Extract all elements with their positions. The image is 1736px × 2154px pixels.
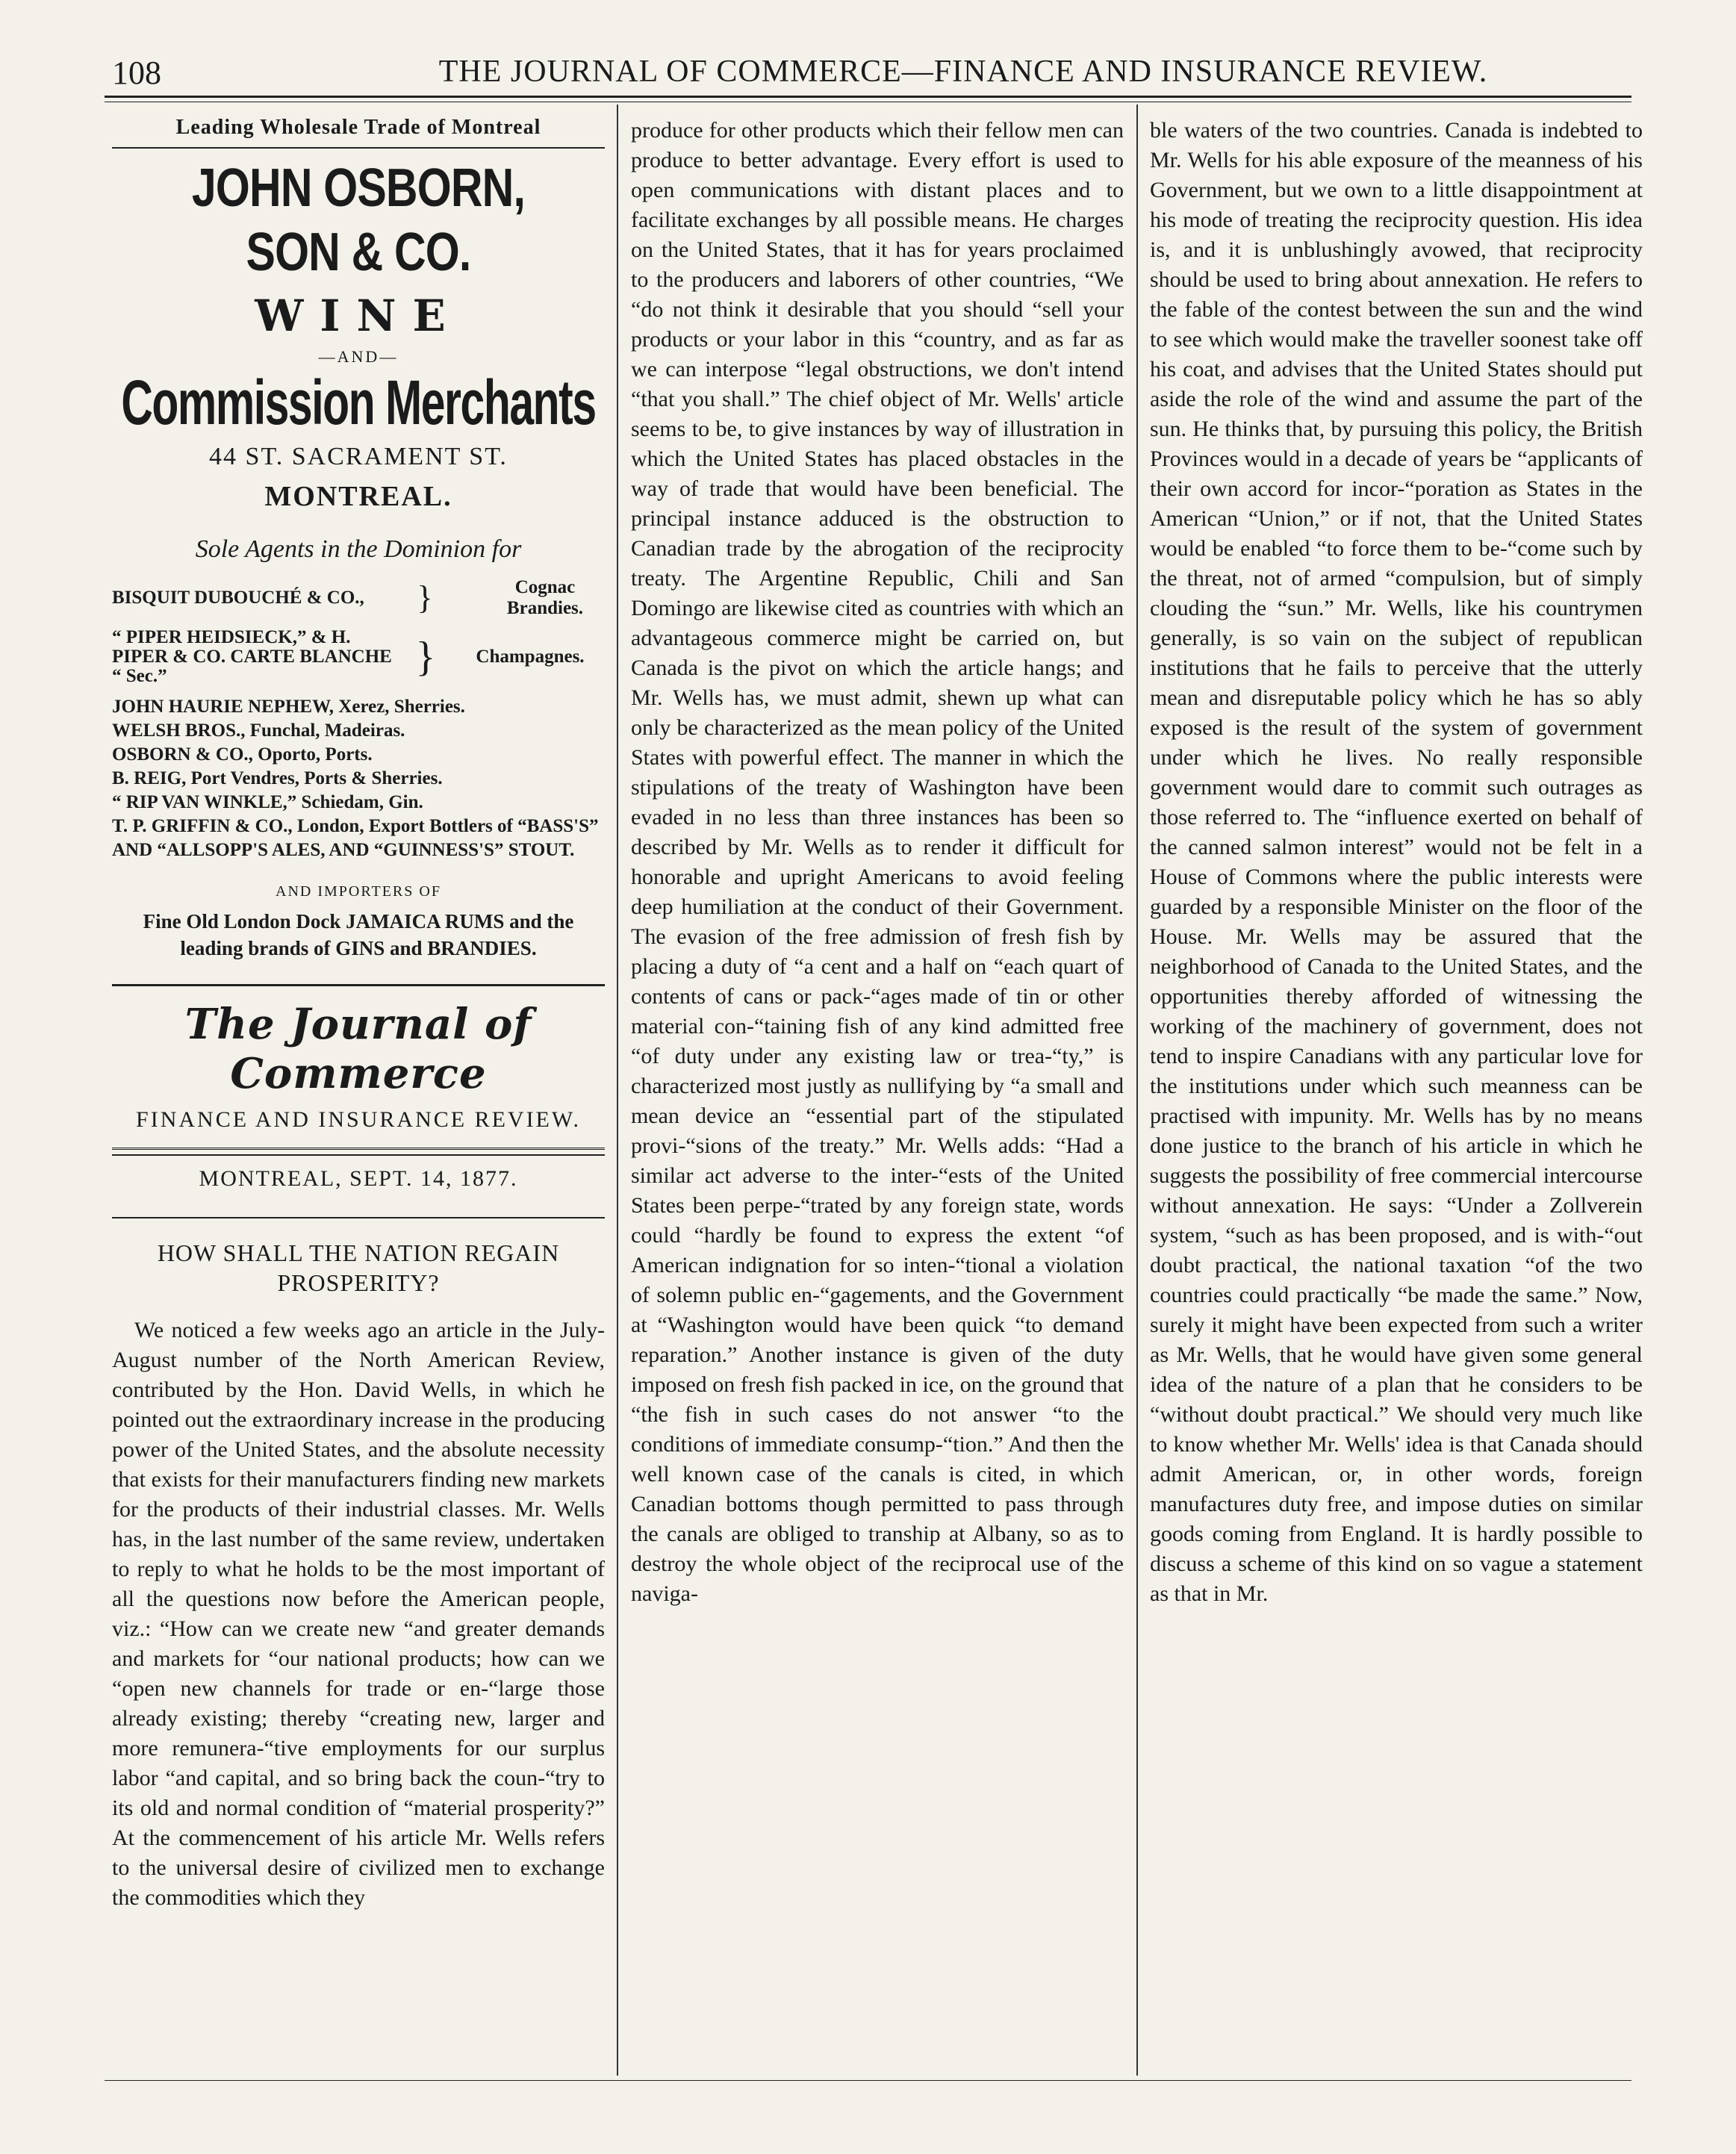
- article-text-col1: We noticed a few weeks ago an article in the July-August number of the North American Review, contributed by the Hon. David Wells, in which he pointed out the extraordinary increase in the producing power of the United States, and the absolute necessity that exists for their manufacturers finding new markets for the products of their industrial classes. Mr. Wells has, in the last number of the same review, undertaken to reply to what he holds to be the most important of all the questions now before the American people, viz.: “How can we create new “and greater demands and markets for “our national products; how can we “open new channels for trade or en-“large those already existing; thereby “creating new, larger and more remunera-“tive employments for our surplus labor “and capital, and so bring back the coun-“try to its old and normal condition of “material prosperity?” At the commencement of his article Mr. Wells refers to the universal desire of civilized men to exchange the commodities which they: [112, 1318, 605, 1910]
- column-3: [1150, 116, 1643, 2072]
- agent-name: OSBORN & CO.,: [112, 744, 253, 765]
- agent-name: T. P. GRIFFIN & CO.,: [112, 816, 293, 836]
- agent-name: “ RIP VAN WINKLE,”: [112, 792, 297, 812]
- ad-address: 44 ST. SACRAMENT ST.: [209, 443, 508, 470]
- agent-row: [112, 791, 605, 815]
- agent-product: Cognac Brandies.: [506, 577, 584, 618]
- ad-wine: WINE: [255, 290, 462, 341]
- article-text-col3: ble waters of the two countries. Canada is indebted to Mr. Wells for his able exposure of the meanness of his Government, but we own to a little disappointment at his mode of treating the reciprocity question. His idea is, and it is unblushingly avowed, that reciprocity should be used to bring about annexation. He refers to the fable of the contest between the sun and the wind to see which would make the traveller soonest take off his coat, and advises that the United States should put aside the role of the wind and assume the part of the sun. He thinks that, by pursuing this policy, the British Provinces would in a decade of years be “applicants of their own accord for incor-“poration as States in the American “Union,” or if not, that the United States would be enabled “to force them to be-“come such by the threat, not of armed “compulsion, but of simply clouding the “sun.” Mr. Wells, like his countrymen generally, is so vain on the subject of republican institutions that he fails to perceive that the utterly mean and disreputable policy which he has so ably exposed is the result of the system of government under which he lives. No really responsible government would dare to commit such outrages as those referred to. The “influence exerted on behalf of the canned salmon interest” would not be felt in a House of Commons where the public interests were guarded by a responsible Minister on the floor of the House. Mr. Wells may be assured that the neighborhood of Canada to the United States, and the opportunities thereby afforded of witnessing the working of the machinery of government, does not tend to inspire Canadians with any particular love for the institutions under which such meanness can be practised with impunity. Mr. Wells has by no means done justice to the branch of his article in which he suggests the possibility of free commercial intercourse without annexation. He says: “Under a Zollverein system, “such as has been proposed, and is with-“out doubt practical, the national taxation “of the two countries could practically “be made the same.” Now, surely it might have been expected from such a writer as Mr. Wells, that he would have given some general idea of the nature of a plan that he considers to be “without doubt practical.” We should very much like to know whether Mr. Wells' idea is that Canada should admit American, or, in other words, foreign manufactures duty free, and impose duties on similar goods coming from England. It is hardly possible to discuss a scheme of this kind on so vague a statement as that in Mr.: [1150, 118, 1643, 1606]
- agent-row: [112, 743, 605, 767]
- agent-product: Champagnes.: [476, 647, 585, 667]
- article-text-col2: produce for other products which their fellow men can produce to better advantage. Every effort is used to open communications with distant places and to facilitate exchanges by all possible means. He charges on the United States, that it has for years proclaimed to the producers and laborers of other countries, “We “do not think it desirable that you should “sell your products or your labor in this “country, and as far as we can interpose “legal obstructions, we don't intend “that you shall.” The chief object of Mr. Wells' article seems to be, to give instances by way of illustration in which the United States has placed obstacles in the way of trade that would have been beneficial. The principal instance adduced is the obstruction to Canadian trade by the abrogation of the reciprocity treaty. The Argentine Republic, Chili and San Domingo are likewise cited as countries with which an advantageous commerce might be carried on, but Canada is the pivot on which the article hangs; and Mr. Wells has, we must admit, shewn up what can only be characterized as the mean policy of the United States with powerful effect. The manner in which the stipulations of the treaty of Washington have been evaded in no less than three instances has been so described by Mr. Wells as to render it difficult for honorable and upright Americans to avoid feeling deep humiliation at the conduct of their Government. The evasion of the free admission of fresh fish by placing a duty of “a cent and a half on “each quart of contents of cans or pack-“ages made of tin or other material con-“taining fish of any kind admitted free “of duty under any existing law or trea-“ty,” is characterized most justly as nullifying by “a small and mean device an “essential part of the stipulated provi-“sions of the treaty.” Mr. Wells adds: “Had a similar act adverse to the inter-“ests of the United States been perpe-“trated by any foreign state, words could “hardly be found to express the extent “of American indignation for so inten-“tional a violation of solemn public en-“gagements, and the Government at “Washington would have been quick “to demand reparation.” Another instance is given of the duty imposed on fresh fish packed in ice, on the ground that “the fish in such cases do not answer “to the conditions of immediate consump-“tion.” And then the well known case of the canals is cited, in which Canadian bottoms though permitted to pass through the canals are obliged to tranship at Albany, so as to destroy the whole object of the reciprocal use of the naviga-: [631, 118, 1124, 1606]
- agent-row: [112, 815, 605, 862]
- agent-name: WELSH BROS.,: [112, 720, 246, 741]
- agent-list: [112, 577, 605, 862]
- agent-name: JOHN HAURIE NEPHEW,: [112, 697, 335, 717]
- running-title: THE JOURNAL OF COMMERCE—FINANCE AND INSURANCE REVIEW.: [438, 55, 1488, 89]
- agent-row: BISQUIT DUBOUCHÉ & CO., } Cognac Brandies.: [112, 577, 605, 619]
- masthead: [112, 984, 605, 1192]
- header-rule: [105, 96, 1631, 98]
- agent-row: “ PIPER HEIDSIECK,” & H. PIPER & CO. CARTE BLANCHE “ Sec.” } Champagnes.: [112, 628, 605, 686]
- agent-product: Port Vendres, Ports & Sherries.: [190, 768, 443, 788]
- ad-top-line: Leading Wholesale Trade of Montreal: [175, 116, 541, 139]
- agent-product: Funchal, Madeiras.: [249, 720, 405, 741]
- ad-city: MONTREAL.: [264, 481, 452, 512]
- agent-row: [112, 695, 605, 719]
- masthead-title: The Journal of Commerce: [184, 1000, 532, 1098]
- agent-name: B. REIG,: [112, 768, 187, 788]
- column-divider-1: [617, 105, 618, 2076]
- page-header: [105, 54, 1628, 99]
- agent-product: Xerez, Sherries.: [338, 697, 465, 717]
- dateline: MONTREAL, SEPT. 14, 1877.: [199, 1166, 518, 1191]
- column-1: [112, 116, 605, 2072]
- advertisement: [112, 116, 605, 962]
- agent-name: BISQUIT DUBOUCHÉ & CO.,: [112, 588, 364, 608]
- agent-row: [112, 767, 605, 791]
- agent-row: [112, 719, 605, 743]
- agent-product: London, Export Bottlers of “BASS'S” AND “ALLSOPP'S ALES, AND “GUINNESS'S” STOUT.: [112, 816, 599, 860]
- ad-commission: Commission Merchants: [121, 367, 596, 438]
- article-title: HOW SHALL THE NATION REGAIN PROSPERITY?: [112, 1217, 605, 1298]
- ad-fine-line: Fine Old London Dock JAMAICA RUMS and the leading brands of GINS and BRANDIES.: [143, 910, 574, 959]
- ad-importers: AND IMPORTERS OF: [276, 883, 441, 900]
- ad-sole-agents: Sole Agents in the Dominion for: [195, 535, 522, 563]
- ad-and: —AND—: [318, 347, 399, 366]
- column-2: [631, 116, 1124, 2072]
- page-number: 108: [112, 55, 161, 91]
- footer-rule: [105, 2080, 1631, 2081]
- agent-product: Oporto, Ports.: [258, 744, 373, 765]
- ad-firm-name: JOHN OSBORN, SON & CO.: [191, 158, 526, 282]
- masthead-subtitle: FINANCE AND INSURANCE REVIEW.: [136, 1107, 581, 1132]
- agent-name: “ PIPER HEIDSIECK,” & H. PIPER & CO. CARTE BLANCHE “ Sec.”: [112, 627, 392, 686]
- agent-product: Schiedam, Gin.: [301, 792, 423, 812]
- column-divider-2: [1136, 105, 1138, 2076]
